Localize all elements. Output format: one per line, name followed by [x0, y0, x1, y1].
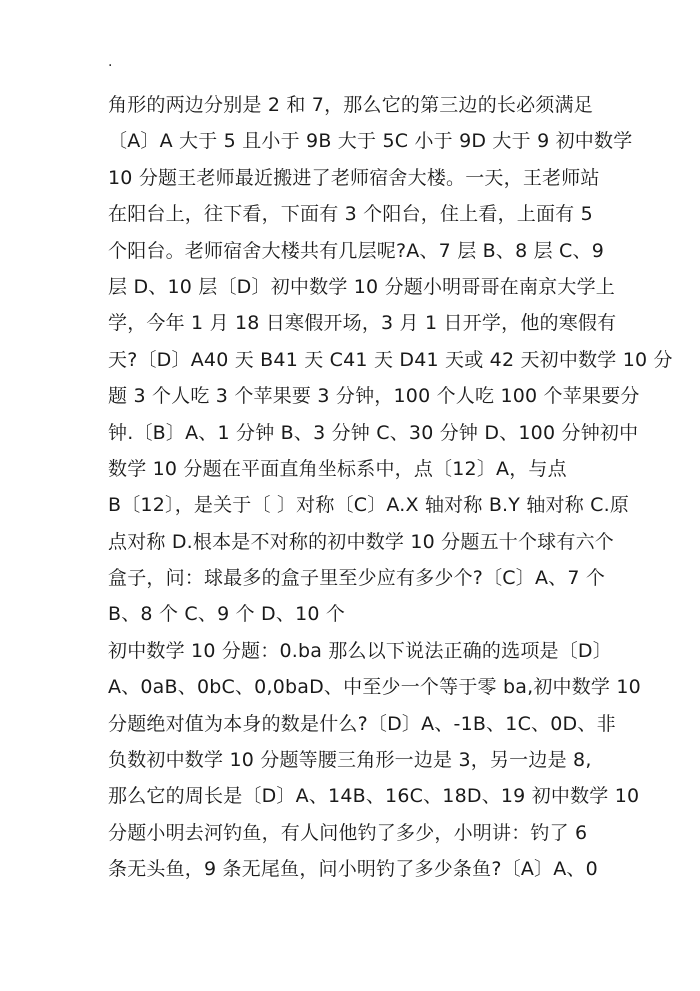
text-line: 角形的两边分别是 2 和 7，那么它的第三边的长必须满足 — [108, 94, 593, 116]
page-marker: · — [108, 58, 113, 74]
text-line: 10 分题王老师最近搬进了老师宿舍大楼。一天，王老师站 — [108, 166, 600, 189]
text-line: 点对称 D.根本是不对称的初中数学 10 分题五十个球有六个 — [108, 530, 614, 553]
text-line: 题 3 个人吃 3 个苹果要 3 分钟，100 个人吃 100 个苹果要分 — [108, 385, 640, 408]
text-line: 初中数学 10 分题：0.ba 那么以下说法正确的选项是〔D〕 — [108, 639, 612, 662]
text-line: A、0aB、0bC、0,0baD、中至少一个等于零 ba,初中数学 10 — [108, 676, 641, 699]
text-line: 层 D、10 层〔D〕初中数学 10 分题小明哥哥在南京大学上 — [108, 275, 615, 298]
text-line: 〔A〕A 大于 5 且小于 9B 大于 5C 小于 9D 大于 9 初中数学 — [108, 130, 633, 153]
text-line: 分题绝对值为本身的数是什么?〔D〕A、-1B、1C、0D、非 — [108, 712, 616, 735]
text-line: 在阳台上，往下看，下面有 3 个阳台，住上看，上面有 5 — [108, 203, 593, 226]
text-line: 分题小明去河钓鱼，有人问他钓了多少，小明讲：钓了 6 — [108, 821, 588, 844]
text-line: 条无头鱼，9 条无尾鱼，问小明钓了多少条鱼?〔A〕A、0 — [108, 858, 598, 881]
text-line: B〔12〕，是关于〔 〕对称〔C〕A.X 轴对称 B.Y 轴对称 C.原 — [108, 494, 630, 517]
text-line: 那么它的周长是〔D〕A、14B、16C、18D、19 初中数学 10 — [108, 785, 640, 808]
text-line: 个阳台。老师宿舍大楼共有几层呢?A、7 层 B、8 层 C、9 — [108, 239, 605, 262]
text-line: 钟.〔B〕A、1 分钟 B、3 分钟 C、30 分钟 D、100 分钟初中 — [108, 421, 639, 444]
text-line: 天?〔D〕A40 天 B41 天 C41 天 D41 天或 42 天初中数学 10 分 — [108, 348, 673, 371]
document-body — [108, 87, 673, 888]
text-line: 数学 10 分题在平面直角坐标系中，点〔12〕A，与点 — [108, 457, 567, 480]
text-line: 学，今年 1 月 18 日寒假开场，3 月 1 日开学，他的寒假有 — [108, 312, 617, 335]
text-line: 负数初中数学 10 分题等腰三角形一边是 3，另一边是 8, — [108, 749, 592, 772]
text-line: B、8 个 C、9 个 D、10 个 — [108, 603, 346, 626]
text-line: 盒子，问：球最多的盒子里至少应有多少个?〔C〕A、7 个 — [108, 567, 606, 590]
